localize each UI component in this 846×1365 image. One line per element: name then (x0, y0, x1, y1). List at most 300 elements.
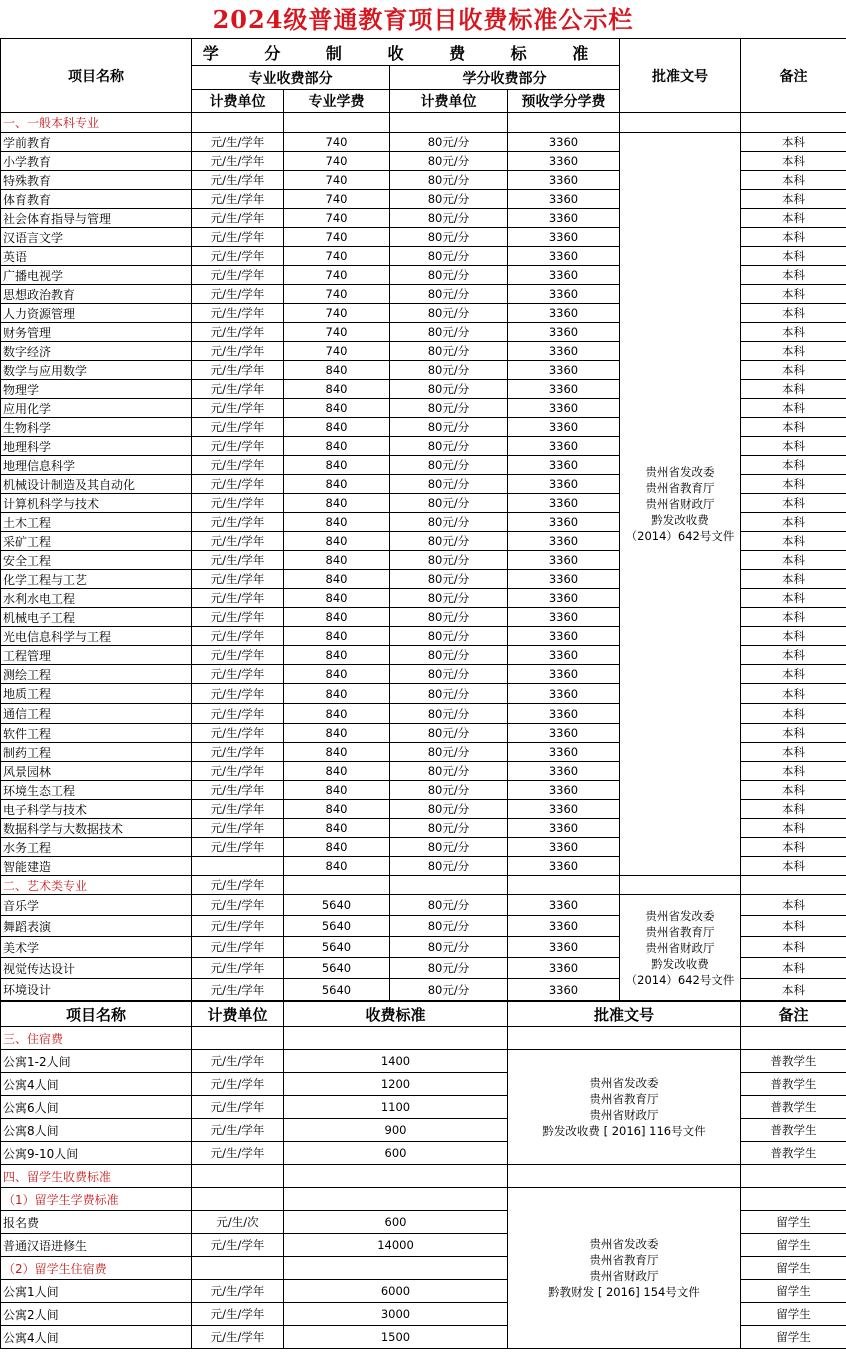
fee-unit: 元/生/学年 (192, 266, 284, 285)
remark: 本科 (741, 399, 846, 418)
approval-line: 贵州省财政厅 (645, 940, 715, 955)
fee-unit: 元/生/学年 (192, 133, 284, 152)
major-fee: 840 (284, 762, 390, 781)
credit-unit: 80元/分 (390, 494, 508, 513)
header2-project-name: 项目名称 (1, 1002, 192, 1027)
remark: 本科 (741, 532, 846, 551)
major-name: 数学与应用数学 (1, 361, 192, 380)
fee-standard: 1200 (284, 1073, 508, 1096)
credit-unit: 80元/分 (390, 724, 508, 743)
fee-unit: 元/生/学年 (192, 608, 284, 627)
major-name: 机械电子工程 (1, 608, 192, 627)
credit-unit: 80元/分 (390, 551, 508, 570)
credit-unit: 80元/分 (390, 513, 508, 532)
credit-fee: 3360 (508, 456, 620, 475)
fee-unit: 元/生/学年 (192, 551, 284, 570)
approval-line: 黔发改收费 (651, 513, 709, 527)
remark: 普教学生 (741, 1073, 846, 1096)
remark: 本科 (741, 475, 846, 494)
credit-unit: 80元/分 (390, 895, 508, 916)
fee-unit: 元/生/学年 (192, 627, 284, 646)
empty-cell (741, 1027, 846, 1050)
major-fee: 740 (284, 323, 390, 342)
empty-cell (192, 113, 284, 133)
major-name: 风景园林 (1, 762, 192, 781)
subsection-title: （1）留学生学费标准 (1, 1188, 192, 1211)
fee-unit: 元/生/学年 (192, 456, 284, 475)
credit-fee: 3360 (508, 857, 620, 876)
major-fee: 740 (284, 285, 390, 304)
fee-unit: 元/生/学年 (192, 171, 284, 190)
item-name: 公寓2人间 (1, 1303, 192, 1326)
credit-fee: 3360 (508, 646, 620, 665)
credit-unit: 80元/分 (390, 323, 508, 342)
section-row (1, 1188, 846, 1211)
credit-fee: 3360 (508, 304, 620, 323)
credit-fee: 3360 (508, 266, 620, 285)
major-fee: 840 (284, 743, 390, 762)
fee-unit: 元/生/学年 (192, 819, 284, 838)
major-fee: 740 (284, 342, 390, 361)
empty-cell (620, 113, 741, 133)
credit-unit: 80元/分 (390, 152, 508, 171)
remark: 本科 (741, 513, 846, 532)
major-fee: 840 (284, 724, 390, 743)
credit-unit: 80元/分 (390, 838, 508, 857)
credit-unit: 80元/分 (390, 937, 508, 958)
fee-unit: 元/生/学年 (192, 1119, 284, 1142)
credit-fee: 3360 (508, 958, 620, 979)
major-name: 智能建造 (1, 857, 192, 876)
fee-unit: 元/生/学年 (192, 209, 284, 228)
approval-line: 贵州省财政厅 (589, 1269, 659, 1283)
header-major-fee-part: 专业收费部分 (192, 66, 390, 90)
major-fee: 840 (284, 513, 390, 532)
fee-table-credit (0, 38, 846, 1001)
remark: 留学生 (741, 1303, 846, 1326)
major-fee: 840 (284, 819, 390, 838)
credit-fee: 3360 (508, 979, 620, 1001)
major-fee: 840 (284, 608, 390, 627)
remark: 普教学生 (741, 1119, 846, 1142)
approval-text (620, 895, 741, 1001)
remark: 本科 (741, 895, 846, 916)
remark: 本科 (741, 133, 846, 152)
remark: 本科 (741, 323, 846, 342)
major-fee: 840 (284, 646, 390, 665)
credit-fee: 3360 (508, 704, 620, 724)
credit-unit: 80元/分 (390, 979, 508, 1001)
fee-unit: 元/生/学年 (192, 762, 284, 781)
fee-unit: 元/生/学年 (192, 1050, 284, 1073)
major-fee: 740 (284, 152, 390, 171)
header-credit-unit: 计费单位 (390, 90, 508, 113)
major-fee: 840 (284, 627, 390, 646)
fee-unit: 元/生/学年 (192, 190, 284, 209)
major-name: 小学教育 (1, 152, 192, 171)
empty-cell (508, 1165, 741, 1188)
fee-unit: 元/生/学年 (192, 1096, 284, 1119)
credit-unit: 80元/分 (390, 285, 508, 304)
fee-standard: 600 (284, 1211, 508, 1234)
credit-fee: 3360 (508, 380, 620, 399)
major-fee: 840 (284, 781, 390, 800)
major-name: 机械设计制造及其自动化 (1, 475, 192, 494)
approval-text (620, 133, 741, 876)
section-row (1, 113, 846, 133)
remark: 本科 (741, 304, 846, 323)
fee-unit: 元/生/学年 (192, 838, 284, 857)
major-fee: 5640 (284, 979, 390, 1001)
empty-cell (284, 113, 390, 133)
empty-cell (390, 113, 508, 133)
credit-fee: 3360 (508, 627, 620, 646)
approval-line: 贵州省教育厅 (645, 924, 715, 939)
credit-unit: 80元/分 (390, 800, 508, 819)
credit-unit: 80元/分 (390, 475, 508, 494)
fee-unit: 元/生/学年 (192, 589, 284, 608)
empty-cell (284, 1188, 508, 1211)
credit-fee: 3360 (508, 724, 620, 743)
major-fee: 5640 (284, 916, 390, 937)
credit-fee: 3360 (508, 800, 620, 819)
credit-fee: 3360 (508, 190, 620, 209)
credit-fee: 3360 (508, 665, 620, 684)
fee-standard: 6000 (284, 1280, 508, 1303)
credit-unit: 80元/分 (390, 916, 508, 937)
major-fee: 740 (284, 209, 390, 228)
major-fee: 840 (284, 570, 390, 589)
major-fee: 840 (284, 494, 390, 513)
header-approval: 批准文号 (620, 39, 741, 113)
major-fee: 840 (284, 704, 390, 724)
section-row (1, 1165, 846, 1188)
empty-cell (741, 1188, 846, 1211)
header-prepaid-credit-fee: 预收学分学费 (508, 90, 620, 113)
header-credit-fee-part: 学分收费部分 (390, 66, 620, 90)
credit-unit: 80元/分 (390, 190, 508, 209)
remark: 本科 (741, 665, 846, 684)
major-fee: 840 (284, 380, 390, 399)
remark: 本科 (741, 646, 846, 665)
remark: 本科 (741, 437, 846, 456)
major-fee: 5640 (284, 895, 390, 916)
credit-unit: 80元/分 (390, 646, 508, 665)
remark: 本科 (741, 684, 846, 704)
header2-remark: 备注 (741, 1002, 846, 1027)
major-fee: 840 (284, 532, 390, 551)
fee-unit: 元/生/学年 (192, 1073, 284, 1096)
major-name: 水利水电工程 (1, 589, 192, 608)
major-name: 数字经济 (1, 342, 192, 361)
item-name: 公寓8人间 (1, 1119, 192, 1142)
remark: 本科 (741, 494, 846, 513)
item-name: 普通汉语进修生 (1, 1234, 192, 1257)
remark: 本科 (741, 979, 846, 1001)
credit-fee: 3360 (508, 494, 620, 513)
remark: 留学生 (741, 1326, 846, 1349)
section-title: 二、艺术类专业 (1, 876, 192, 895)
header-remark: 备注 (741, 39, 846, 113)
empty-cell (390, 876, 508, 895)
fee-unit: 元/生/学年 (192, 1234, 284, 1257)
empty-cell (741, 876, 846, 895)
major-fee: 840 (284, 589, 390, 608)
remark: 普教学生 (741, 1142, 846, 1165)
major-name: 通信工程 (1, 704, 192, 724)
fee-unit: 元/生/学年 (192, 532, 284, 551)
approval-line: 贵州省发改委 (589, 1076, 659, 1090)
approval-line: 贵州省发改委 (645, 908, 715, 923)
remark: 留学生 (741, 1211, 846, 1234)
credit-unit: 80元/分 (390, 684, 508, 704)
fee-unit: 元/生/学年 (192, 418, 284, 437)
item-name: 公寓1人间 (1, 1280, 192, 1303)
item-name: 公寓9-10人间 (1, 1142, 192, 1165)
credit-unit: 80元/分 (390, 171, 508, 190)
fee-unit: 元/生/学年 (192, 228, 284, 247)
credit-fee: 3360 (508, 838, 620, 857)
major-name: 土木工程 (1, 513, 192, 532)
approval-text (508, 1050, 741, 1165)
fee-standard: 1500 (284, 1326, 508, 1349)
major-fee: 740 (284, 133, 390, 152)
credit-unit: 80元/分 (390, 608, 508, 627)
remark: 本科 (741, 608, 846, 627)
table-row (1, 895, 846, 916)
approval-line: 贵州省教育厅 (645, 481, 715, 495)
header2-unit: 计费单位 (192, 1002, 284, 1027)
empty-cell (192, 1027, 284, 1050)
fee-unit: 元/生/学年 (192, 437, 284, 456)
header2-approval: 批准文号 (508, 1002, 741, 1027)
major-name: 光电信息科学与工程 (1, 627, 192, 646)
fee-unit: 元/生/学年 (192, 1303, 284, 1326)
fee-unit: 元/生/学年 (192, 684, 284, 704)
remark: 本科 (741, 838, 846, 857)
major-name: 计算机科学与技术 (1, 494, 192, 513)
section-title: 三、住宿费 (1, 1027, 192, 1050)
fee-standard: 14000 (284, 1234, 508, 1257)
credit-fee: 3360 (508, 684, 620, 704)
fee-unit: 元/生/学年 (192, 876, 284, 895)
credit-fee: 3360 (508, 762, 620, 781)
fee-unit: 元/生/学年 (192, 895, 284, 916)
major-name: 社会体育指导与管理 (1, 209, 192, 228)
approval-line: 黔发改收费 [ 2016] 116号文件 (542, 1124, 706, 1138)
credit-unit: 80元/分 (390, 627, 508, 646)
major-name: 应用化学 (1, 399, 192, 418)
credit-fee: 3360 (508, 781, 620, 800)
credit-unit: 80元/分 (390, 589, 508, 608)
remark: 本科 (741, 380, 846, 399)
remark: 本科 (741, 361, 846, 380)
remark: 本科 (741, 743, 846, 762)
major-name: 特殊教育 (1, 171, 192, 190)
remark: 本科 (741, 762, 846, 781)
fee-unit: 元/生/学年 (192, 1142, 284, 1165)
credit-fee: 3360 (508, 361, 620, 380)
major-name: 软件工程 (1, 724, 192, 743)
fee-unit: 元/生/学年 (192, 1280, 284, 1303)
credit-unit: 80元/分 (390, 304, 508, 323)
credit-fee: 3360 (508, 551, 620, 570)
credit-unit: 80元/分 (390, 133, 508, 152)
credit-fee: 3360 (508, 608, 620, 627)
major-fee: 840 (284, 665, 390, 684)
fee-unit: 元/生/学年 (192, 800, 284, 819)
remark: 本科 (741, 209, 846, 228)
credit-unit: 80元/分 (390, 266, 508, 285)
remark: 本科 (741, 724, 846, 743)
credit-fee: 3360 (508, 937, 620, 958)
fee-unit: 元/生/学年 (192, 475, 284, 494)
credit-unit: 80元/分 (390, 437, 508, 456)
item-name: 报名费 (1, 1211, 192, 1234)
remark: 本科 (741, 589, 846, 608)
fee-unit: 元/生/学年 (192, 570, 284, 589)
fee-unit: 元/生/学年 (192, 152, 284, 171)
credit-fee: 3360 (508, 209, 620, 228)
fee-table-other (0, 1001, 846, 1349)
credit-fee: 3360 (508, 399, 620, 418)
credit-fee: 3360 (508, 437, 620, 456)
major-name: 地理信息科学 (1, 456, 192, 475)
remark: 本科 (741, 228, 846, 247)
approval-line: 贵州省财政厅 (645, 497, 715, 511)
approval-line: 黔发改收费 (651, 956, 709, 971)
major-fee: 740 (284, 247, 390, 266)
item-name: 公寓6人间 (1, 1096, 192, 1119)
table-row (1, 1050, 846, 1073)
credit-fee: 3360 (508, 152, 620, 171)
credit-unit: 80元/分 (390, 380, 508, 399)
remark: 本科 (741, 171, 846, 190)
fee-unit: 元/生/学年 (192, 781, 284, 800)
fee-unit: 元/生/学年 (192, 916, 284, 937)
empty-cell (741, 113, 846, 133)
credit-unit: 80元/分 (390, 209, 508, 228)
major-fee: 5640 (284, 958, 390, 979)
credit-unit: 80元/分 (390, 228, 508, 247)
fee-unit: 元/生/学年 (192, 665, 284, 684)
major-name: 美术学 (1, 937, 192, 958)
page-title: 2024级普通教育项目收费标准公示栏 (212, 5, 634, 34)
credit-unit: 80元/分 (390, 743, 508, 762)
major-fee: 840 (284, 361, 390, 380)
remark: 留学生 (741, 1234, 846, 1257)
empty-cell (508, 1027, 741, 1050)
fee-unit: 元/生/学年 (192, 743, 284, 762)
empty-cell (192, 1257, 284, 1280)
remark: 普教学生 (741, 1050, 846, 1073)
major-name: 音乐学 (1, 895, 192, 916)
fee-unit: 元/生/学年 (192, 724, 284, 743)
remark: 本科 (741, 266, 846, 285)
fee-unit: 元/生/学年 (192, 399, 284, 418)
fee-unit: 元/生/学年 (192, 513, 284, 532)
credit-unit: 80元/分 (390, 570, 508, 589)
remark: 本科 (741, 937, 846, 958)
major-name: 视觉传达设计 (1, 958, 192, 979)
approval-line: 黔教财发 [ 2016] 154号文件 (548, 1285, 700, 1299)
remark: 本科 (741, 152, 846, 171)
fee-unit: 元/生/学年 (192, 342, 284, 361)
remark: 本科 (741, 190, 846, 209)
credit-unit: 80元/分 (390, 361, 508, 380)
credit-unit: 80元/分 (390, 418, 508, 437)
major-fee: 840 (284, 456, 390, 475)
fee-unit: 元/生/学年 (192, 304, 284, 323)
credit-unit: 80元/分 (390, 762, 508, 781)
major-fee: 840 (284, 437, 390, 456)
approval-line: 贵州省教育厅 (589, 1092, 659, 1106)
approval-line: 贵州省财政厅 (589, 1108, 659, 1122)
credit-fee: 3360 (508, 532, 620, 551)
remark: 本科 (741, 551, 846, 570)
header-unit: 计费单位 (192, 90, 284, 113)
section-title: 四、留学生收费标准 (1, 1165, 192, 1188)
major-name: 采矿工程 (1, 532, 192, 551)
empty-cell (741, 1165, 846, 1188)
header-project-name: 项目名称 (1, 39, 192, 113)
item-name: 公寓1-2人间 (1, 1050, 192, 1073)
credit-fee: 3360 (508, 589, 620, 608)
major-fee: 840 (284, 857, 390, 876)
credit-unit: 80元/分 (390, 704, 508, 724)
credit-unit: 80元/分 (390, 857, 508, 876)
empty-cell (508, 876, 620, 895)
fee-unit: 元/生/学年 (192, 937, 284, 958)
major-name: 英语 (1, 247, 192, 266)
empty-cell (284, 1027, 508, 1050)
remark: 本科 (741, 916, 846, 937)
major-name: 地理科学 (1, 437, 192, 456)
credit-fee: 3360 (508, 743, 620, 762)
remark: 普教学生 (741, 1096, 846, 1119)
fee-unit: 元/生/学年 (192, 361, 284, 380)
credit-unit: 80元/分 (390, 342, 508, 361)
approval-line: （2014）642号文件 (625, 972, 735, 987)
remark: 留学生 (741, 1257, 846, 1280)
remark: 本科 (741, 418, 846, 437)
approval-line: 贵州省教育厅 (589, 1253, 659, 1267)
fee-unit: 元/生/学年 (192, 247, 284, 266)
credit-fee: 3360 (508, 819, 620, 838)
remark: 本科 (741, 800, 846, 819)
remark: 本科 (741, 285, 846, 304)
major-name: 学前教育 (1, 133, 192, 152)
credit-fee: 3360 (508, 418, 620, 437)
fee-unit: 元/生/学年 (192, 494, 284, 513)
credit-fee: 3360 (508, 342, 620, 361)
header-credit-system: 学 分 制 收 费 标 准 (192, 39, 620, 66)
credit-fee: 3360 (508, 247, 620, 266)
fee-unit: 元/生/学年 (192, 979, 284, 1001)
credit-unit: 80元/分 (390, 958, 508, 979)
empty-cell (508, 113, 620, 133)
fee-unit: 元/生/学年 (192, 1326, 284, 1349)
table-row (1, 133, 846, 152)
credit-unit: 80元/分 (390, 399, 508, 418)
fee-standard: 3000 (284, 1303, 508, 1326)
remark: 本科 (741, 570, 846, 589)
credit-fee: 3360 (508, 133, 620, 152)
credit-unit: 80元/分 (390, 456, 508, 475)
credit-fee: 3360 (508, 323, 620, 342)
major-name: 数据科学与大数据技术 (1, 819, 192, 838)
section-title: 一、一般本科专业 (1, 113, 192, 133)
